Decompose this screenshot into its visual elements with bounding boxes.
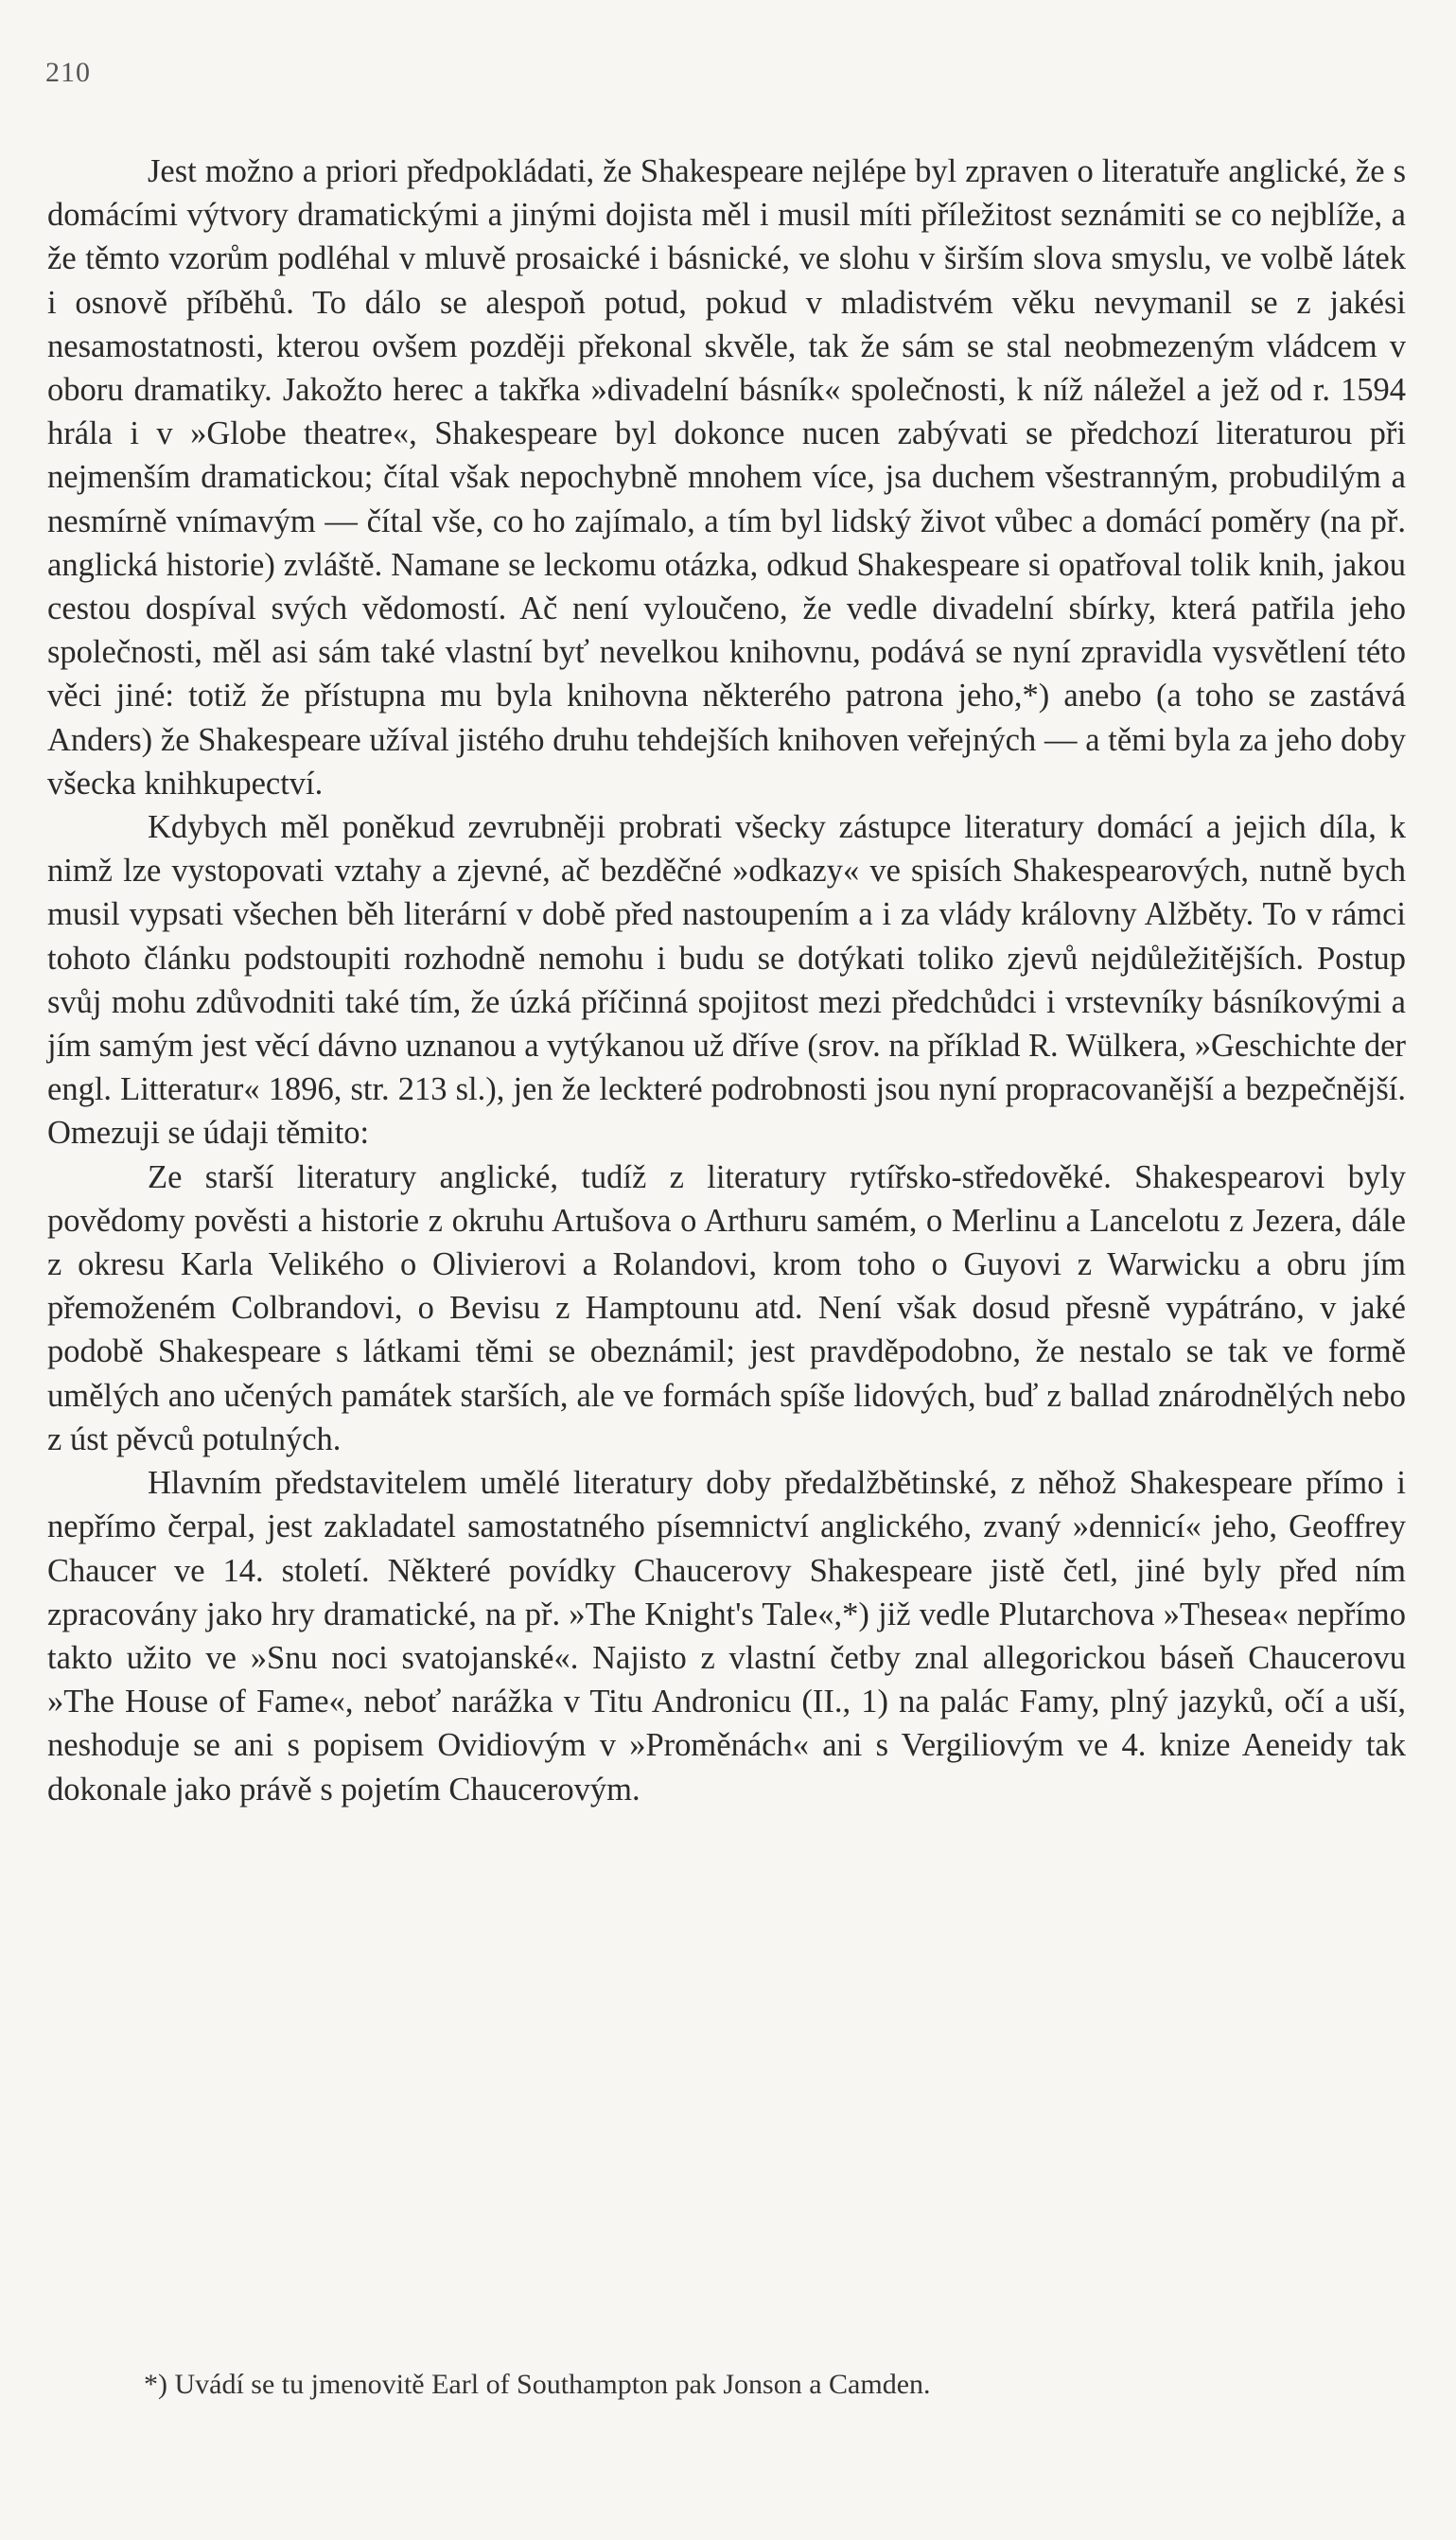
- page-number: 210: [45, 57, 91, 88]
- paragraph: Kdybych měl poněkud zevrubněji probrati všecky zástupce literatury domácí a jejich díla, k nimž lze vystopovati vztahy a zjevné, ač bezděčné »odkazy« ve spisích Shakespearových, nutně bych musil vypsati všechen běh literární v době před nastoupením a i za vlády královny Alžběty. To v rámci tohoto článku podstoupiti rozhodně nemohu i budu se dotýkati toliko zjevů nejdůležitějších. Postup svůj mohu zdůvodniti také tím, že úzká příčinná spojitost mezi předchůdci i vrstevníky básníkovými a jím samým jest věcí dávno uznanou a vytýkanou už dříve (srov. na příklad R. Wülkera, »Geschichte der engl. Litteratur« 1896, str. 213 sl.), jen že leckteré podrobnosti jsou nyní propracovanější a bezpečnější. Omezuji se údaji těmito:: [47, 809, 1406, 1152]
- paragraph: Jest možno a priori předpokládati, že Shakespeare nejlépe byl zpraven o literatuře anglické, že s domácími výtvory dramatickými a jinými dojista měl i musil míti příležitost seznámiti se co nejblíže, a že těmto vzorům podléhal v mluvě prosaické i básnické, ve slohu v širším slova smyslu, ve volbě látek i osnově příběhů. To dálo se alespoň potud, pokud v mladistvém věku nevymanil se z jakési nesamostatnosti, kterou ovšem později překonal skvěle, tak že sám se stal neobmezeným vládcem v oboru dramatiky. Jakožto herec a takřka »divadelní básník« společnosti, k níž náležel a jež od r. 1594 hrála i v »Globe theatre«, Shakespeare byl dokonce nucen zabývati se předchozí literaturou při nejmenším dramatickou; čítal však nepochybně mnohem více, jsa duchem všestranným, probudilým a nesmírně vnímavým — čítal vše, co ho zajímalo, a tím byl lidský život vůbec a domácí poměry (na př. anglická historie) zvláště. Namane se leckomu otázka, odkud Shakespeare si opatřoval tolik knih, jakou cestou dospíval svých vědomostí. Ač není vyloučeno, že vedle divadelní sbírky, která patřila jeho společnosti, měl asi sám také vlastní byť nevelkou knihovnu, podává se nyní zpravidla vysvětlení této věci jiné: totiž že přístupna mu byla knihovna některého patrona jeho,*) anebo (a toho se zastává Anders) že Shakespeare užíval jistého druhu tehdejších knihoven veřejných — a těmi byla za jeho doby všecka knihkupectví.: [47, 153, 1406, 802]
- paragraph: Hlavním představitelem umělé literatury doby předalžbětinské, z něhož Shakespeare přímo i nepřímo čerpal, jest zakladatel samostatného písemnictví anglického, zvaný »dennicí« jeho, Geoffrey Chaucer ve 14. století. Některé povídky Chaucerovy Shakespeare jistě četl, jiné byly před ním zpracovány jako hry dramatické, na př. »The Knight's Tale«,*) již vedle Plutarchova »Thesea« nepřímo takto užito ve »Snu noci svatojanské«. Najisto z vlastní četby znal allegorickou báseň Chaucerovu »The House of Fame«, neboť narážka v Titu Andronicu (II., 1) na palác Famy, plný jazyků, očí a uší, neshoduje se ani s popisem Ovidiovým v »Proměnách« ani s Vergiliovým ve 4. knize Aeneidy tak dokonale jako právě s pojetím Chaucerovým.: [47, 1465, 1406, 1808]
- footnote: *) Uvádí se tu jmenovitě Earl of Southampton pak Jonson a Camden.: [144, 2369, 931, 2400]
- paragraph: Ze starší literatury anglické, tudíž z literatury rytířsko-středověké. Shakespearovi byly povědomy pověsti a historie z okruhu Artušova o Arthuru samém, o Merlinu a Lancelotu z Jezera, dále z okresu Karla Velikého o Olivierovi a Rolandovi, krom toho o Guyovi z Warwicku a obru jím přemoženém Colbrandovi, o Bevisu z Hamptounu atd. Není však dosud přesně vypátráno, v jaké podobě Shakespeare s látkami těmi se obeznámil; jest pravděpodobno, že nestalo se tak ve formě umělých ano učených památek starších, ale ve formách spíše lidových, buď z ballad znárodnělých nebo z úst pěvců potulných.: [47, 1158, 1406, 1457]
- body-text: [47, 150, 1406, 1811]
